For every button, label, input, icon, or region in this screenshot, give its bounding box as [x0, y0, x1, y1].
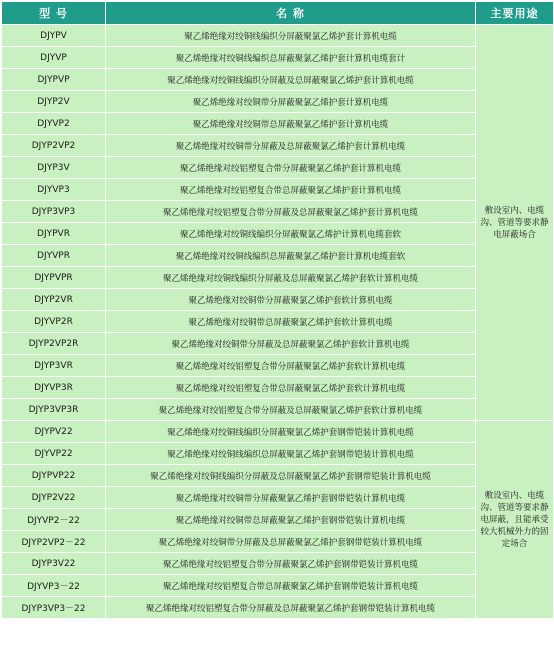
cell-name: 聚乙烯绝缘对绞铜线编织分屏蔽及总屏蔽聚氯乙烯护套钢带铠装计算机电缆 — [106, 465, 476, 487]
cell-model: DJYVP — [2, 47, 106, 69]
table-row — [2, 465, 554, 487]
cell-model: DJYPVP22 — [2, 465, 106, 487]
cell-model: DJYPV22 — [2, 421, 106, 443]
cell-model: DJYVP22 — [2, 443, 106, 465]
table-body — [2, 25, 554, 619]
cell-model: DJYVP2R — [2, 311, 106, 333]
cell-model: DJYP3V22 — [2, 553, 106, 575]
cell-name: 聚乙烯绝缘对绞铜线编织总屏蔽聚氯乙烯护套钢带铠装计算机电缆 — [106, 443, 476, 465]
cell-usage: 敷设室内、电缆沟、管道等要求静电屏蔽场合 — [476, 25, 554, 421]
cell-model: DJYP3VP3R — [2, 399, 106, 421]
table-row — [2, 311, 554, 333]
header-model: 型 号 — [2, 2, 106, 25]
cell-model: DJYVPR — [2, 245, 106, 267]
cell-model: DJYVP3 — [2, 179, 106, 201]
table-row — [2, 553, 554, 575]
cell-name: 聚乙烯绝缘对绞铜带分屏蔽及总屏蔽聚氯乙烯护套软计算机电缆 — [106, 333, 476, 355]
table-row — [2, 157, 554, 179]
cell-model: DJYPVP — [2, 69, 106, 91]
table-row — [2, 25, 554, 47]
cell-name: 聚乙烯绝缘对绞铝塑复合带分屏蔽及总屏蔽聚氯乙烯护套钢带铠装计算机电缆 — [106, 597, 476, 619]
cell-model: DJYP2VP2R — [2, 333, 106, 355]
cell-name: 聚乙烯绝缘对绞铜带分屏蔽及总屏蔽聚氯乙烯护套计算机电缆 — [106, 135, 476, 157]
cell-model: DJYP2VR — [2, 289, 106, 311]
cell-name: 聚乙烯绝缘对绞铜线编织分屏蔽及总屏蔽聚氯乙烯护套软计算机电缆 — [106, 267, 476, 289]
cell-name: 聚乙烯绝缘对绞铜带总屏蔽聚氯乙烯护套钢带铠装计算机电缆 — [106, 509, 476, 531]
cell-model: DJYPVPR — [2, 267, 106, 289]
cell-name: 聚乙烯绝缘对绞铜线编织分屏蔽聚氯乙烯护套钢带铠装计算机电缆 — [106, 421, 476, 443]
cell-name: 聚乙烯绝缘对绞铜线编织分屏蔽聚氯乙烯护计算机电缆套软 — [106, 223, 476, 245]
cell-name: 聚乙烯绝缘对绞铜带分屏蔽及总屏蔽聚氯乙烯护套钢带铠装计算机电缆 — [106, 531, 476, 553]
table-row — [2, 509, 554, 531]
cell-name: 聚乙烯绝缘对绞铝塑复合带分屏蔽聚氯乙烯护套钢带铠装计算机电缆 — [106, 553, 476, 575]
header-usage: 主要用途 — [476, 2, 554, 25]
cable-spec-table — [1, 1, 554, 619]
table-row — [2, 289, 554, 311]
cell-model: DJYP3V — [2, 157, 106, 179]
cell-name: 聚乙烯绝缘对绞铜带分屏蔽聚氯乙烯护套软计算机电缆 — [106, 289, 476, 311]
cell-model: DJYP3VP3－22 — [2, 597, 106, 619]
cell-model: DJYPVR — [2, 223, 106, 245]
table-row — [2, 597, 554, 619]
cell-name: 聚乙烯绝缘对绞铜带分屏蔽聚氯乙烯护套计算机电缆 — [106, 91, 476, 113]
spec-table-container — [1, 1, 553, 619]
table-row — [2, 487, 554, 509]
cell-model: DJYVP3R — [2, 377, 106, 399]
table-row — [2, 47, 554, 69]
table-row — [2, 135, 554, 157]
cell-name: 聚乙烯绝缘对绞铝塑复合带分屏蔽及总屏蔽聚氯乙烯护套软计算机电缆 — [106, 399, 476, 421]
table-row — [2, 245, 554, 267]
cell-model: DJYVP3－22 — [2, 575, 106, 597]
cell-model: DJYP3VP3 — [2, 201, 106, 223]
cell-model: DJYP3VR — [2, 355, 106, 377]
table-row — [2, 333, 554, 355]
table-row — [2, 443, 554, 465]
cell-model: DJYP2V — [2, 91, 106, 113]
table-row — [2, 179, 554, 201]
cell-model: DJYP2VP2 — [2, 135, 106, 157]
table-row — [2, 223, 554, 245]
cell-model: DJYP2V22 — [2, 487, 106, 509]
table-row — [2, 91, 554, 113]
table-row — [2, 377, 554, 399]
cell-model: DJYVP2－22 — [2, 509, 106, 531]
table-row — [2, 267, 554, 289]
table-row — [2, 575, 554, 597]
cell-name: 聚乙烯绝缘对绞铜线编织总屏蔽聚氯乙烯护套计算机电缆套计 — [106, 47, 476, 69]
table-row — [2, 69, 554, 91]
table-row — [2, 531, 554, 553]
table-row — [2, 201, 554, 223]
cell-model: DJYVP2 — [2, 113, 106, 135]
cell-name: 聚乙烯绝缘对绞铜线编织分屏蔽及总屏蔽聚氯乙烯护套计算机电缆 — [106, 69, 476, 91]
cell-name: 聚乙烯绝缘对绞铜带分屏蔽聚氯乙烯护套钢带铠装计算机电缆 — [106, 487, 476, 509]
cell-usage: 敷设室内、电缆沟、管道等要求静电屏蔽，且能承受较大机械外力的固定场合 — [476, 421, 554, 619]
cell-name: 聚乙烯绝缘对绞铝塑复合带总屏蔽聚氯乙烯护套计算机电缆 — [106, 179, 476, 201]
cell-name: 聚乙烯绝缘对绞铜带总屏蔽聚氯乙烯护套计算机电缆 — [106, 113, 476, 135]
cell-model: DJYP2VP2－22 — [2, 531, 106, 553]
cell-name: 聚乙烯绝缘对绞铜带总屏蔽聚氯乙烯护套软计算机电缆 — [106, 311, 476, 333]
table-row — [2, 355, 554, 377]
cell-name: 聚乙烯绝缘对绞铝塑复合带总屏蔽聚氯乙烯护套软计算机电缆 — [106, 377, 476, 399]
cell-model: DJYPV — [2, 25, 106, 47]
cell-name: 聚乙烯绝缘对绞铜线编织总屏蔽聚氯乙烯护套计算机电缆套软 — [106, 245, 476, 267]
cell-name: 聚乙烯绝缘对绞铝塑复合带分屏蔽聚氯乙烯护套计算机电缆 — [106, 157, 476, 179]
cell-name: 聚乙烯绝缘对绞铜线编织分屏蔽聚氯乙烯护套计算机电缆 — [106, 25, 476, 47]
cell-name: 聚乙烯绝缘对绞铝塑复合带分屏蔽及总屏蔽聚氯乙烯护套计算机电缆 — [106, 201, 476, 223]
header-name: 名 称 — [106, 2, 476, 25]
table-header-row — [2, 2, 554, 25]
cell-name: 聚乙烯绝缘对绞铝塑复合带分屏蔽聚氯乙烯护套软计算机电缆 — [106, 355, 476, 377]
cell-name: 聚乙烯绝缘对绞铝塑复合带总屏蔽聚氯乙烯护套钢带铠装计算机电缆 — [106, 575, 476, 597]
table-row — [2, 113, 554, 135]
table-row — [2, 399, 554, 421]
table-row — [2, 421, 554, 443]
